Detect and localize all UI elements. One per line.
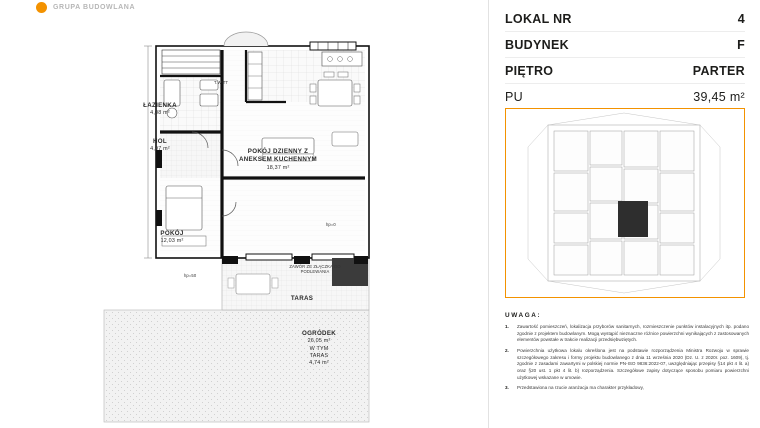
room-label-pokoj-dzienny: POKÓJ DZIENNY Z ANEKSEM KUCHENNYM 18,37 m²	[239, 148, 317, 171]
room-label-pokoj: POKÓJ 12,03 m²	[160, 230, 184, 245]
floor-plan-drawing	[96, 20, 426, 428]
note-text: Przedstawiona na rzucie aranżacja ma charakter przykładowy,	[517, 385, 644, 391]
room-label-hol: HOL 4,97 m²	[150, 138, 170, 153]
row-budynek	[505, 32, 745, 58]
terrace-label: TARAS	[290, 295, 314, 302]
note-item	[505, 385, 749, 392]
annotation-hp0: hp=0	[326, 222, 336, 227]
note-number: 3.	[505, 385, 509, 391]
garden-label: OGRÓDEK 26,05 m² W TYM TARAS 4,74 m²	[301, 330, 337, 367]
label-lokal-nr: LOKAL NR	[505, 12, 572, 26]
note-text: Powierzchnia użytkowa lokalu określona jest na podstawie rozporządzenia Ministra Rozwoju w sprawie szczegółowego zakresu i formy projektu budowlanego z dnia 11 września 2020 (Dz. U. z 2020r. poz. 1609), tj. zgodnie z zasadami zawartymi w polskiej normie PN-ISO 9836:2022-07, uwzględniając przepisy §14 pkt 4 lit. a) oraz §20 ust. 1 pkt 4 lit. b) rozporządzenia. Szczegółowe zapisy dotyczące sposobu pomiaru powierzchni użytkowej wskazane w umowie.	[517, 347, 749, 380]
label-pietro: PIĘTRO	[505, 64, 554, 78]
note-item	[505, 348, 749, 381]
row-pietro	[505, 58, 745, 84]
value-pietro: PARTER	[692, 64, 745, 78]
building-locator-plan	[505, 108, 745, 298]
locator-drawing	[506, 109, 744, 297]
attribute-rows	[489, 0, 760, 110]
info-panel	[488, 0, 760, 428]
annotation-hp50: hp=50	[184, 273, 197, 278]
note-number: 2.	[505, 347, 509, 353]
value-budynek: F	[737, 38, 745, 52]
notes-block	[505, 312, 749, 396]
notes-title: UWAGA:	[505, 312, 542, 319]
brand-dot-icon	[36, 2, 47, 13]
note-number: 1.	[505, 324, 509, 329]
label-pu: PU	[505, 90, 523, 104]
floor-plan	[96, 20, 426, 428]
note-item	[505, 324, 749, 344]
row-lokal-nr	[505, 6, 745, 32]
value-pu: 39,45 m²	[693, 90, 745, 104]
annotation-twitt: T.WITT	[214, 80, 229, 85]
row-pu	[505, 84, 745, 110]
brand-logo	[36, 0, 135, 14]
note-text: Zawartość pomieszczeń, lokalizacja przyborów sanitarnych, rozmieszczenie punktów instalacyjnych itp. podano zgodnie z projektem budowlanym. Mogą wystąpić nieznaczne różnice powierzchni wynikających z zastosowanych elementów powstałe w trakcie realizacji przedsiębwziętych.	[517, 324, 749, 343]
room-label-lazienka: ŁAZIENKA 4,08 m²	[143, 102, 177, 117]
label-budynek: BUDYNEK	[505, 38, 569, 52]
brand-name: GRUPA BUDOWLANA	[53, 3, 136, 11]
value-lokal-nr: 4	[737, 12, 745, 26]
annotation-zawor: ZAWÓR ZE ZŁĄCZKĄ DO PODLEWANIA	[289, 264, 341, 275]
